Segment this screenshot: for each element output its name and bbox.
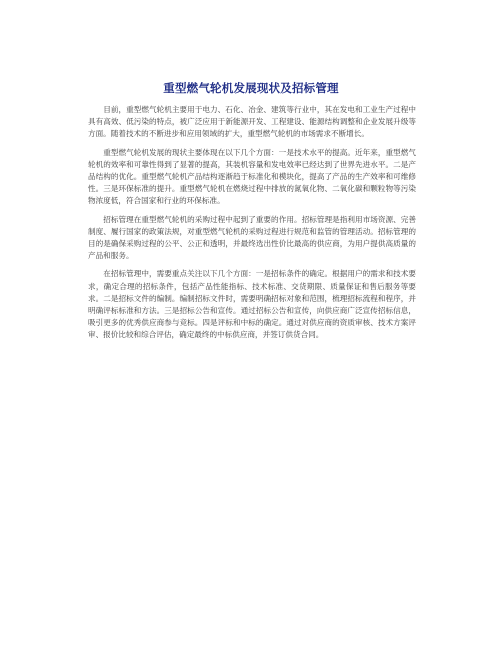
paragraph-1: 目前，重型燃气轮机主要用于电力、石化、冶金、建筑等行业中，其在发电和工业生产过程中具有高效、低污染的特点，被广泛应用于新能源开发、工程建设、能源结构调整和企业发展升级等方面。随着技术的不断进步和应用领域的扩大，重型燃气轮机的市场需求不断增长。 (88, 105, 416, 139)
document-body (88, 104, 416, 348)
paragraph-4: 在招标管理中，需要重点关注以下几个方面：一是招标条件的确定。根据用户的需求和技术要求，确定合理的招标条件，包括产品性能指标、技术标准、交货期限、质量保证和售后服务等要求。二是招标文件的编制。编制招标文件时，需要明确招标对象和范围，梳理招标流程和程序，并明确评标标准和方法。三是招标公告和宣传。通过招标公告和宣传，向供应商广泛宣传招标信息，吸引更多的优秀供应商参与竞标。四是评标和中标的确定。通过对供应商的资质审核、技术方案评审、报价比较和综合评估，确定最终的中标供应商，并签订供货合同。 (88, 269, 416, 340)
paragraph-2: 重型燃气轮机发展的现状主要体现在以下几个方面：一是技术水平的提高。近年来，重型燃气轮机的效率和可靠性得到了显著的提高，其装机容量和发电效率已经达到了世界先进水平。二是产品结构的优化。重型燃气轮机产品结构逐渐趋于标准化和模块化，提高了产品的生产效率和可维修性。三是环保标准的提升。重型燃气轮机在燃烧过程中排放的氮氧化物、二氧化碳和颗粒物等污染物浓度低，符合国家和行业的环保标准。 (88, 147, 416, 206)
document-title: 重型燃气轮机发展现状及招标管理 (163, 81, 339, 95)
paragraph-3: 招标管理在重型燃气轮机的采购过程中起到了重要的作用。招标管理是指利用市场资源、完善制度、履行国家的政策法规，对重型燃气轮机的采购过程进行规范和监管的管理活动。招标管理的目的是确保采购过程的公平、公正和透明，并最终选出性价比最高的供应商，为用户提供高质量的产品和服务。 (88, 214, 416, 261)
